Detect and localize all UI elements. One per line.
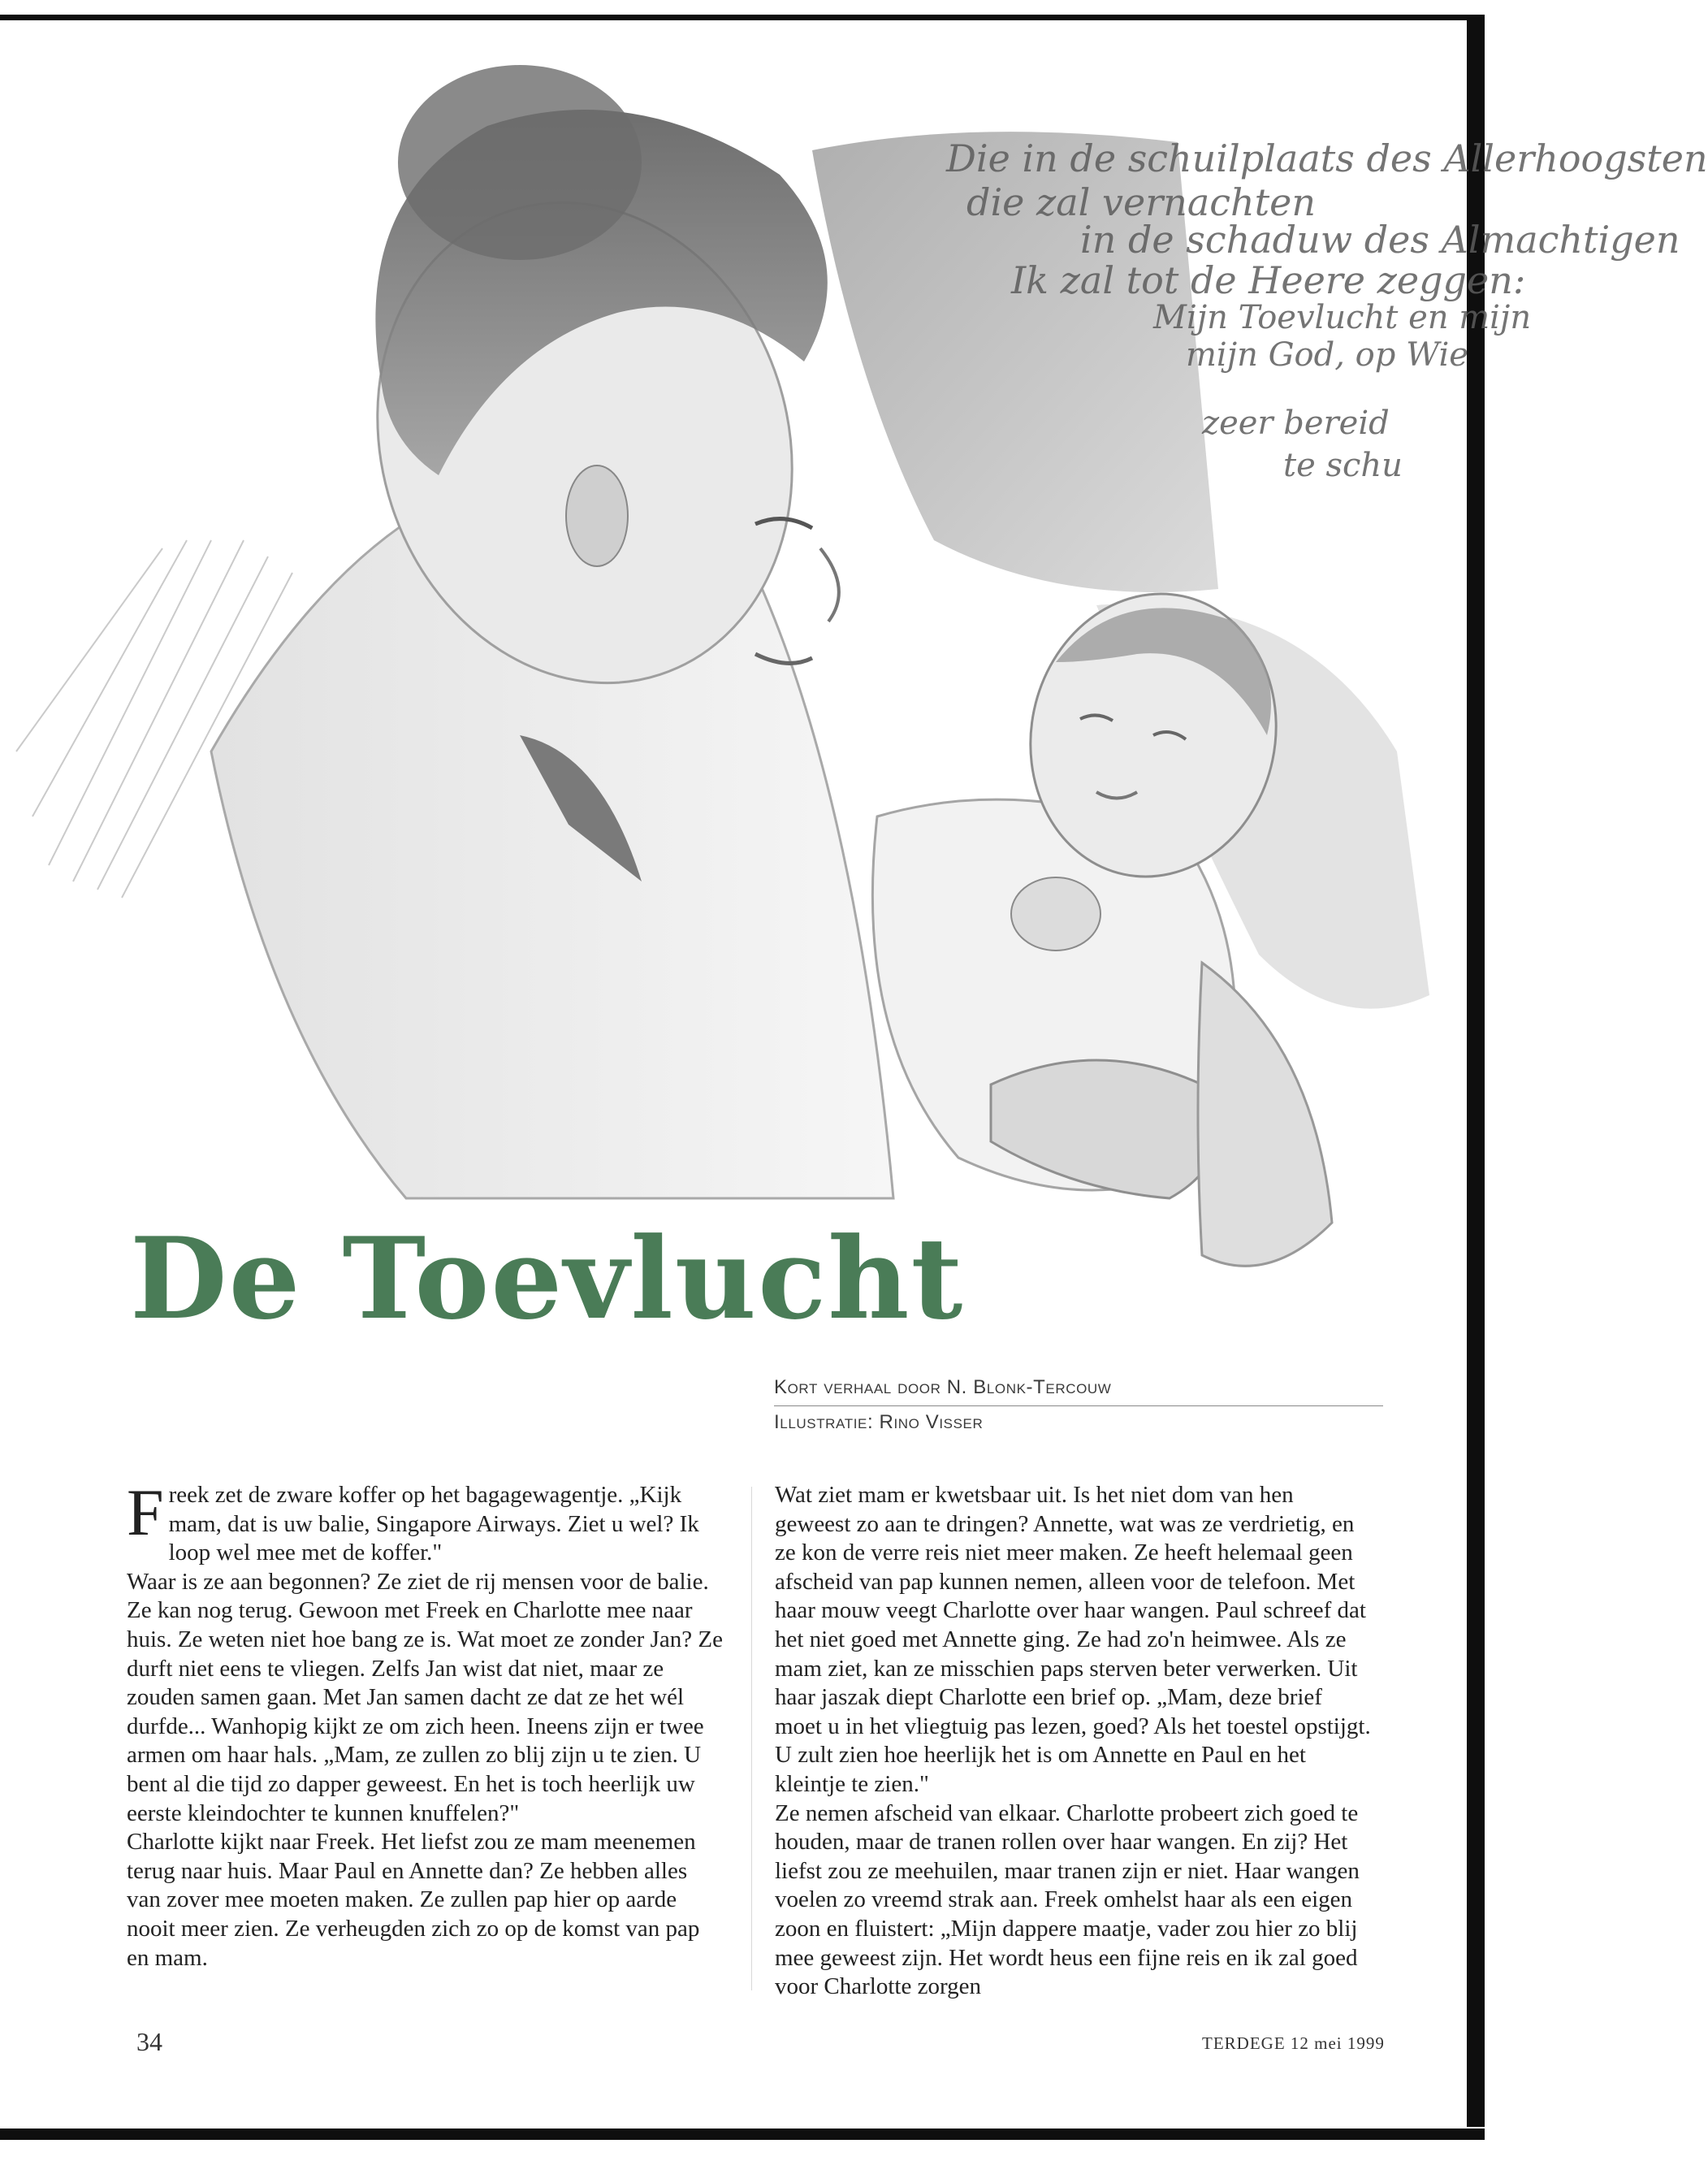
hair-bun [398, 65, 642, 260]
handwriting-line-2: die zal vernachten [966, 180, 1316, 224]
illustration-credit: Illustratie: Rino Visser [774, 1411, 984, 1433]
handwriting-line-5: Mijn Toevlucht en mijn [1153, 299, 1532, 336]
woman-ear [566, 466, 628, 566]
handwriting-line-6: mijn God, op Wie [1186, 336, 1468, 374]
handwriting-line-3: in de schaduw des Almachtigen [1080, 218, 1680, 262]
body-paragraph: Ze nemen afscheid van elkaar. Charlotte probeert zich goed te houden, maar de tranen rollen over haar wangen. En zij? Het liefst zou ze meehuilen, maar tranen zijn er niet. Haar wangen voelen zo vreemd strak aan. Freek omhelst haar als een eigen zoon en fluistert: „Mijn dappere maatje, vader zou hier zo blij mee geweest zijn. Het wordt heus een fijne reis en ik zal goed voor Charlotte zorgen [775, 1799, 1360, 2000]
woman-arm [1198, 963, 1332, 1266]
body-paragraph: Charlotte kijkt naar Freek. Het liefst zou ze mam meenemen terug naar huis. Maar Paul en Annette dan? Ze hebben alles van zover mee moeten maken. Ze zullen pap hier op aarde nooit meer zien. Ze verheugden zich zo op de komst van pap en mam. [127, 1829, 700, 1971]
body-paragraph: Wat ziet mam er kwetsbaar uit. Is het niet dom van hen geweest zo aan te dringen? Annette, wat was ze verdrietig, en ze kon de verre reis niet meer maken. Ze heeft helemaal geen afscheid van pap kunnen nemen, alleen voor de telefoon. Met haar mouw veegt Charlotte over haar wangen. Paul schreef dat het niet goed met Annette ging. Ze had zo'n heimwee. Als ze mam ziet, kan ze misschien paps sterven beter verwerken. Uit haar jaszak diept Charlotte een brief op. „Mam, deze brief moet u in het vliegtuig pas lezen, goed? Als het toestel opstijgt. U zult zien hoe heerlijk het is om Annette en Paul en het kleintje te zien." [775, 1482, 1371, 1797]
byline: Kort verhaal door N. Blonk-Tercouw [774, 1371, 1383, 1406]
article-credits [774, 1371, 1383, 1440]
magazine-footer: TERDEGE 12 mei 1999 [1202, 2033, 1385, 2053]
woman-nose [820, 548, 839, 621]
text-column-right [775, 1481, 1374, 2002]
column-divider [751, 1487, 752, 1990]
article-title: De Toevlucht [130, 1212, 965, 1345]
page-number: 34 [136, 2027, 162, 2056]
handwriting-line-8: te schu [1283, 447, 1403, 484]
paragraph-text: reek zet de zware koffer op het bagagewagentje. „Kijk mam, dat is uw balie, Singapore Airways. Ziet u wel? Ik loop wel mee met de koffer." [168, 1482, 699, 1566]
handwriting-line-4: Ik zal tot de Heere zeggen: [1011, 258, 1526, 302]
body-paragraph: Waar is ze aan begonnen? Ze ziet de rij mensen voor de balie. Ze kan nog terug. Gewoon met Freek en Charlotte mee naar huis. Ze weten niet hoe bang ze is. Wat moet ze zonder Jan? Ze durft niet eens te vliegen. Zelfs Jan wist dat niet, maar ze zouden samen gaan. Met Jan samen dacht ze dat ze het wél durfde... Wanhopig kijkt ze om zich heen. Ineens zijn er twee armen om haar hals. „Mam, ze zullen zo blij zijn u te zien. U bent al die tijd zo dapper geweest. En het is toch heerlijk uw eerste kleindochter te kunnen knuffelen?" [127, 1568, 723, 1826]
baby-hand [1011, 877, 1100, 951]
bottom-frame-rule [0, 2129, 1485, 2140]
handwriting-line-1: Die in de schuilplaats des Allerhoogsten [946, 136, 1708, 180]
handwriting-line-7: zeer bereid [1202, 405, 1390, 442]
body-paragraph [127, 1475, 726, 1568]
drop-cap: F [127, 1475, 164, 1549]
top-frame-rule [0, 15, 1470, 20]
text-column-left [127, 1475, 726, 1973]
